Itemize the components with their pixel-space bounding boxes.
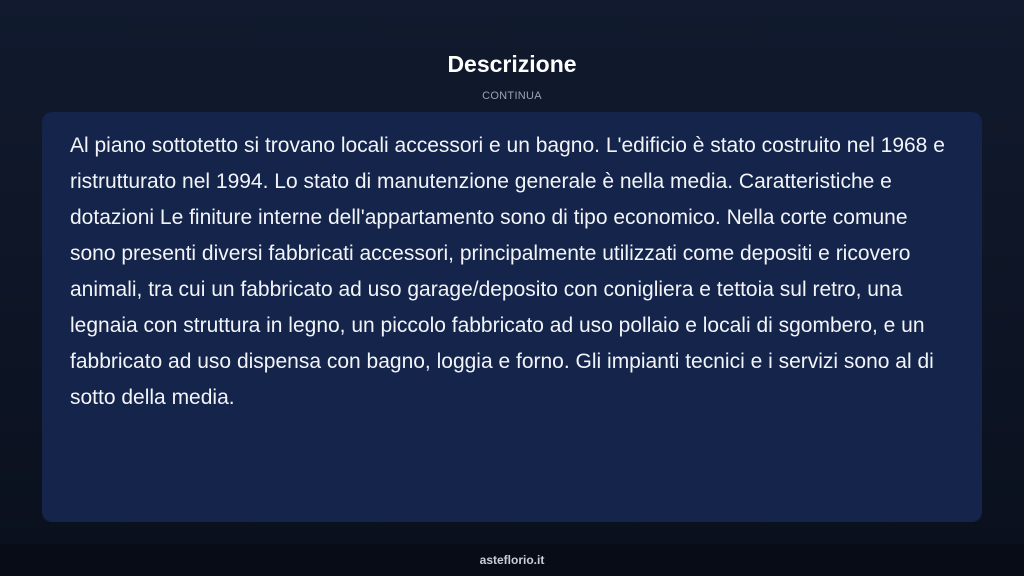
description-text: Al piano sottotetto si trovano locali accessori e un bagno. L'edificio è stato costruito nel 1968 e ristrutturato nel 1994. Lo stato di manutenzione generale è nella media. Caratteristiche e dotazioni Le finiture interne dell'appartamento sono di tipo economico. Nella corte comune sono presenti diversi fabbricati accessori, principalmente utilizzati come depositi e ricovero animali, tra cui un fabbricato ad uso garage/deposito con conigliera e tettoia sul retro, una legnaia con struttura in legno, un piccolo fabbricato ad uso pollaio e locali di sgombero, e un fabbricato ad uso dispensa con bagno, loggia e forno. Gli impianti tecnici e i servizi sono al di sotto della media. <box>70 134 945 409</box>
page-title: Descrizione <box>447 51 577 77</box>
footer-brand: asteflorio.it <box>0 544 1024 576</box>
continue-label: CONTINUA <box>482 90 542 102</box>
description-card <box>42 112 982 522</box>
